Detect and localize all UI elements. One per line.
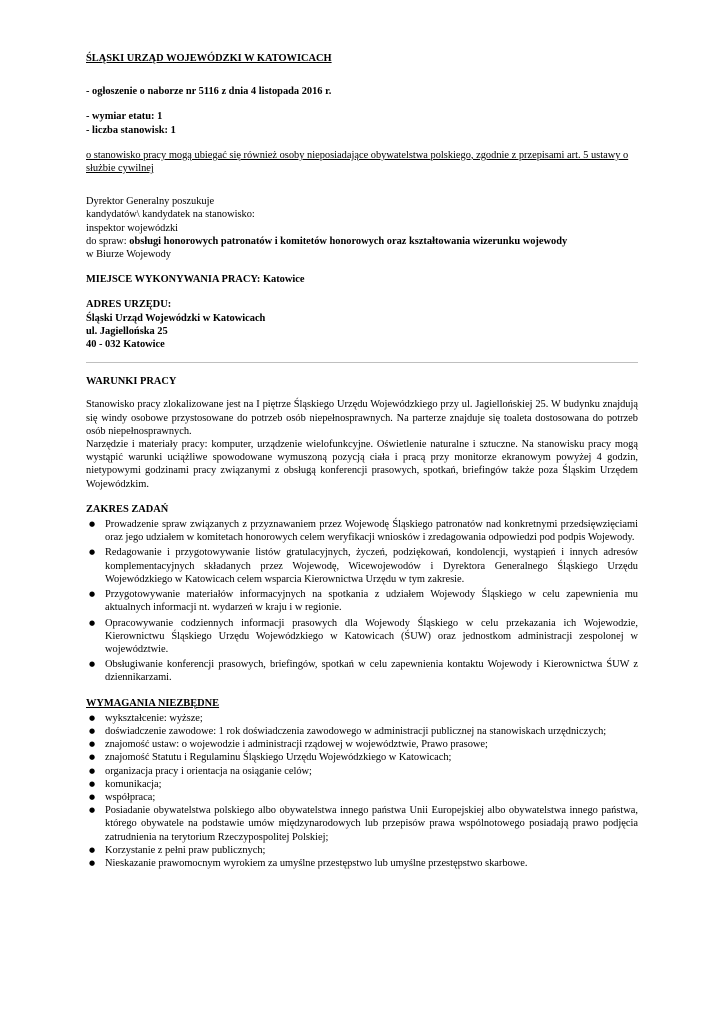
document-page [86,52,638,870]
position-candidates: kandydatów\ kandydatek na stanowisko: [86,209,255,221]
list-item: ● Prowadzenie spraw związanych z przyznawaniem przez Wojewodę Śląskiego patronatów nad konkretnymi przedsięwzięciami oraz jego udziałem w komitetach honorowych celem weryfikacji wniosków i zredagowania odpowiedzi pod podpis Wojewody. [86,518,638,544]
etat-line: - wymiar etatu: 1 [86,111,163,123]
office-title: ŚLĄSKI URZĄD WOJEWÓDZKI W KATOWICACH [86,53,332,64]
list-item: ● Przygotowywanie materiałów informacyjnych na spotkania z udziałem Wojewody Śląskiego w celu zapewnienia mu aktualnych informacji nt. wydarzeń w kraju i w regionie. [86,588,638,614]
position-unit: w Biurze Wojewody [86,249,171,261]
list-item: ● Redagowanie i przygotowywanie listów gratulacyjnych, życzeń, podziękowań, kondolencji, wystąpień i innych adresów komplementacyjnych składanych przez Wojewodę, Wicewojewodów i Dyrektora Generalnego Śląskiego Urzędu Wojewódzkiego w Katowicach celem wsparcia Kierownictwa Urzędu w tym zakresie. [86,546,638,586]
position-intro: Dyrektor Generalny poszukuje [86,196,215,208]
position-block [86,195,638,261]
list-item: ● Nieskazanie prawomocnym wyrokiem za umyślne przestępstwo lub umyślne przestępstwo skarbowe. [86,857,638,870]
address-city: 40 - 032 Katowice [86,339,165,351]
tasks-list [86,518,638,684]
list-item: ● Obsługiwanie konferencji prasowych, briefingów, spotkań w celu zapewnienia kontaktu Wojewody i Kierownictwa ŚUW z dziennikarzami. [86,658,638,684]
address-street: ul. Jagiellońska 25 [86,325,168,337]
list-item: ● Korzystanie z pełni praw publicznych; [86,844,638,857]
tasks-heading: ZAKRES ZADAŃ [86,503,169,515]
list-item: ● współpraca; [86,791,638,804]
list-item: ● doświadczenie zawodowe: 1 rok doświadczenia zawodowego w administracji publicznej na stanowiskach urzędniczych; [86,725,638,738]
positions-count: - liczba stanowisk: 1 [86,124,176,136]
announcement-number: - ogłoszenie o naborze nr 5116 z dnia 4 listopada 2016 r. [86,86,332,98]
requirements-list [86,712,638,870]
list-item: ● Posiadanie obywatelstwa polskiego albo obywatelstwa innego państwa Unii Europejskiej albo obywatelstwa innego państwa, którego obywatele na podstawie umów międzynarodowych lub przepisów prawa wspólnotowego posiadają prawo podjęcia zatrudnienia na terytorium Rzeczypospolitej Polskiej; [86,804,638,844]
address-heading: ADRES URZĘDU: [86,299,172,311]
section-divider [86,362,638,363]
list-item: ● wykształcenie: wyższe; [86,712,638,725]
list-item: ● Opracowywanie codziennych informacji prasowych dla Wojewody Śląskiego w celu przekazania ich Wojewodzie, Kierownictwu Śląskiego Urzędu Wojewódzkiego w Katowicach (ŚUW) oraz jednostkom administracji zespolonej w województwie. [86,617,638,657]
position-scope-text: obsługi honorowych patronatów i komitetów honorowych oraz kształtowania wizerunku wojewody [129,235,568,247]
conditions-heading: WARUNKI PRACY [86,376,177,388]
conditions-text-tools: Narzędzie i materiały pracy: komputer, urządzenie wielofunkcyjne. Oświetlenie naturalne i sztuczne. Na stanowisku pracy mogą wystąpić warunki uciążliwe spowodowane wymuszoną pozycją ciała i pracą przy monitorze ekranowym powyżej 4 godzin, nietypowymi godzinami pracy związanymi z obsługą konferencji prasowych, spotkań, briefingów także poza Śląskim Urzędem Wojewódzkim. [86,439,638,490]
address-block [86,298,638,351]
foreigners-note: o stanowisko pracy mogą ubiegać się również osoby nieposiadające obywatelstwa polskiego, zgodnie z przepisami art. 5 ustawy o służbie cywilnej [86,149,629,175]
address-office: Śląski Urząd Wojewódzki w Katowicach [86,312,266,324]
list-item: ● organizacja pracy i orientacja na osiąganie celów; [86,765,638,778]
position-title: inspektor wojewódzki [86,222,179,234]
position-scope-prefix: do spraw: [86,235,130,247]
conditions-text-location: Stanowisko pracy zlokalizowane jest na I piętrze Śląskiego Urzędu Wojewódzkiego przy ul. Jagiellońskiej 25. W budynku znajdują się windy osobowe przystosowane do potrzeb osób niepełnosprawnych. Na parterze znajduje się toaleta dostosowana do potrzeb osób niepełnosprawnych. [86,399,638,437]
position-scope [86,235,638,248]
list-item: ● znajomość Statutu i Regulaminu Śląskiego Urzędu Wojewódzkiego w Katowicach; [86,751,638,764]
list-item: ● znajomość ustaw: o wojewodzie i administracji rządowej w województwie, Prawo prasowe; [86,738,638,751]
list-item: ● komunikacja; [86,778,638,791]
workplace-line: MIEJSCE WYKONYWANIA PRACY: Katowice [86,274,305,286]
requirements-heading: WYMAGANIA NIEZBĘDNE [86,697,220,709]
